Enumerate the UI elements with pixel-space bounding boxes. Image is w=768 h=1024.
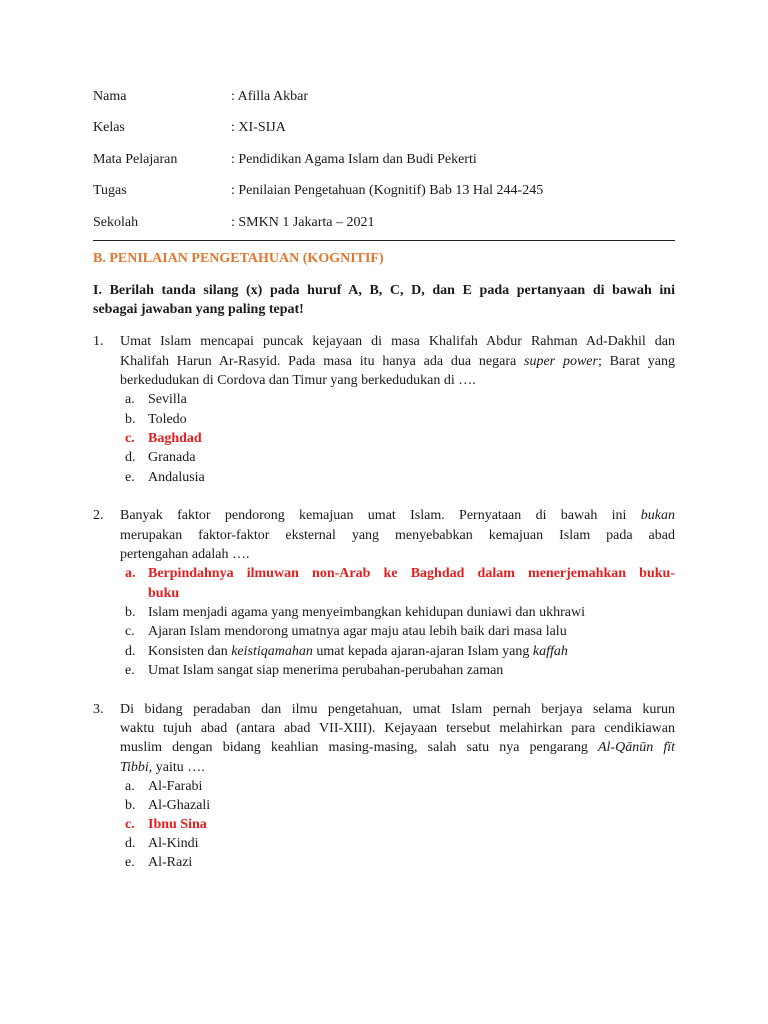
option-letter-correct[interactable]: c.	[125, 817, 135, 832]
option-text[interactable]: Ajaran Islam mendorong umatnya agar maju atau lebih baik dari masa lalu	[148, 624, 567, 639]
option-text[interactable]: Al-Ghazali	[148, 798, 211, 813]
option-text-correct[interactable]: Berpindahnya ilmuwan non-Arab ke Baghdad dalam menerjemahkan buku-	[148, 566, 675, 581]
question-text-line: Banyak faktor pendorong kemajuan umat Islam. Pernyataan di bawah ini bukan	[120, 508, 675, 523]
value-mata-pelajaran: : Pendidikan Agama Islam dan Budi Pekerti	[231, 152, 477, 167]
header-divider	[93, 240, 675, 241]
section-title: B. PENILAIAN PENGETAHUAN (KOGNITIF)	[93, 251, 384, 266]
question-text-line: Di bidang peradaban dan ilmu pengetahuan, umat Islam pernah berjaya selama kurun	[120, 702, 675, 717]
question-text-line: muslim dengan bidang keahlian masing-masing, salah satu nya pengarang Al-Qānūn fīt	[120, 740, 675, 755]
option-letter[interactable]: b.	[125, 412, 136, 427]
option-text[interactable]: Toledo	[148, 412, 187, 427]
question-text-line: Umat Islam mencapai puncak kejayaan di masa Khalifah Abdur Rahman Ad-Dakhil dan	[120, 334, 675, 349]
value-nama: : Afilla Akbar	[231, 89, 308, 104]
option-text-correct-continued[interactable]: buku	[148, 586, 180, 601]
option-letter[interactable]: b.	[125, 798, 136, 813]
option-text[interactable]: Sevilla	[148, 392, 187, 407]
option-text[interactable]: Al-Razi	[148, 855, 193, 870]
option-letter[interactable]: d.	[125, 644, 136, 659]
value-sekolah: : SMKN 1 Jakarta – 2021	[231, 215, 375, 230]
option-text[interactable]: Andalusia	[148, 470, 205, 485]
option-letter[interactable]: b.	[125, 605, 136, 620]
option-letter[interactable]: d.	[125, 836, 136, 851]
label-nama: Nama	[93, 89, 127, 104]
question-text-line: berkedudukan di Cordova dan Timur yang berkedudukan di ….	[120, 373, 476, 388]
option-text-correct[interactable]: Baghdad	[148, 431, 202, 446]
question-number: 3.	[93, 702, 104, 717]
option-text-correct[interactable]: Ibnu Sina	[148, 817, 207, 832]
question-number: 2.	[93, 508, 104, 523]
option-text[interactable]: Al-Farabi	[148, 779, 203, 794]
option-letter[interactable]: d.	[125, 450, 136, 465]
question-number: 1.	[93, 334, 104, 349]
option-letter[interactable]: e.	[125, 663, 135, 678]
option-letter[interactable]: c.	[125, 624, 135, 639]
option-text[interactable]: Granada	[148, 450, 196, 465]
option-letter[interactable]: e.	[125, 855, 135, 870]
option-letter-correct[interactable]: a.	[125, 566, 136, 581]
question-text-line: pertengahan adalah ….	[120, 547, 250, 562]
option-letter[interactable]: e.	[125, 470, 135, 485]
option-text[interactable]: Islam menjadi agama yang menyeimbangkan kehidupan duniawi dan ukhrawi	[148, 605, 585, 620]
label-kelas: Kelas	[93, 120, 125, 135]
option-letter-correct[interactable]: c.	[125, 431, 135, 446]
option-letter[interactable]: a.	[125, 392, 135, 407]
question-text-line: merupakan faktor-faktor eksternal yang menyebabkan kemajuan Islam pada abad	[120, 528, 675, 543]
question-text-line: Tibbi, yaitu ….	[120, 760, 205, 775]
option-letter[interactable]: a.	[125, 779, 135, 794]
option-text[interactable]: Konsisten dan keistiqamahan umat kepada ajaran-ajaran Islam yang kaffah	[148, 644, 568, 659]
value-kelas: : XI-SIJA	[231, 120, 286, 135]
label-sekolah: Sekolah	[93, 215, 139, 230]
value-tugas: : Penilaian Pengetahuan (Kognitif) Bab 13 Hal 244-245	[231, 183, 544, 198]
label-tugas: Tugas	[93, 183, 127, 198]
question-text-line: Khalifah Harun Ar-Rasyid. Pada masa itu hanya ada dua negara super power; Barat yang	[120, 354, 676, 369]
label-mata-pelajaran: Mata Pelajaran	[93, 152, 178, 167]
instruction-line-1: I. Berilah tanda silang (x) pada huruf A, B, C, D, dan E pada pertanyaan di bawah ini	[93, 283, 675, 298]
option-text[interactable]: Al-Kindi	[148, 836, 199, 851]
question-text-line: waktu tujuh abad (antara abad VII-XIII). Kejayaan tersebut melahirkan para cendikiawan	[120, 721, 675, 736]
instruction-line-2: sebagai jawaban yang paling tepat!	[93, 302, 304, 317]
option-text[interactable]: Umat Islam sangat siap menerima perubahan-perubahan zaman	[148, 663, 504, 678]
